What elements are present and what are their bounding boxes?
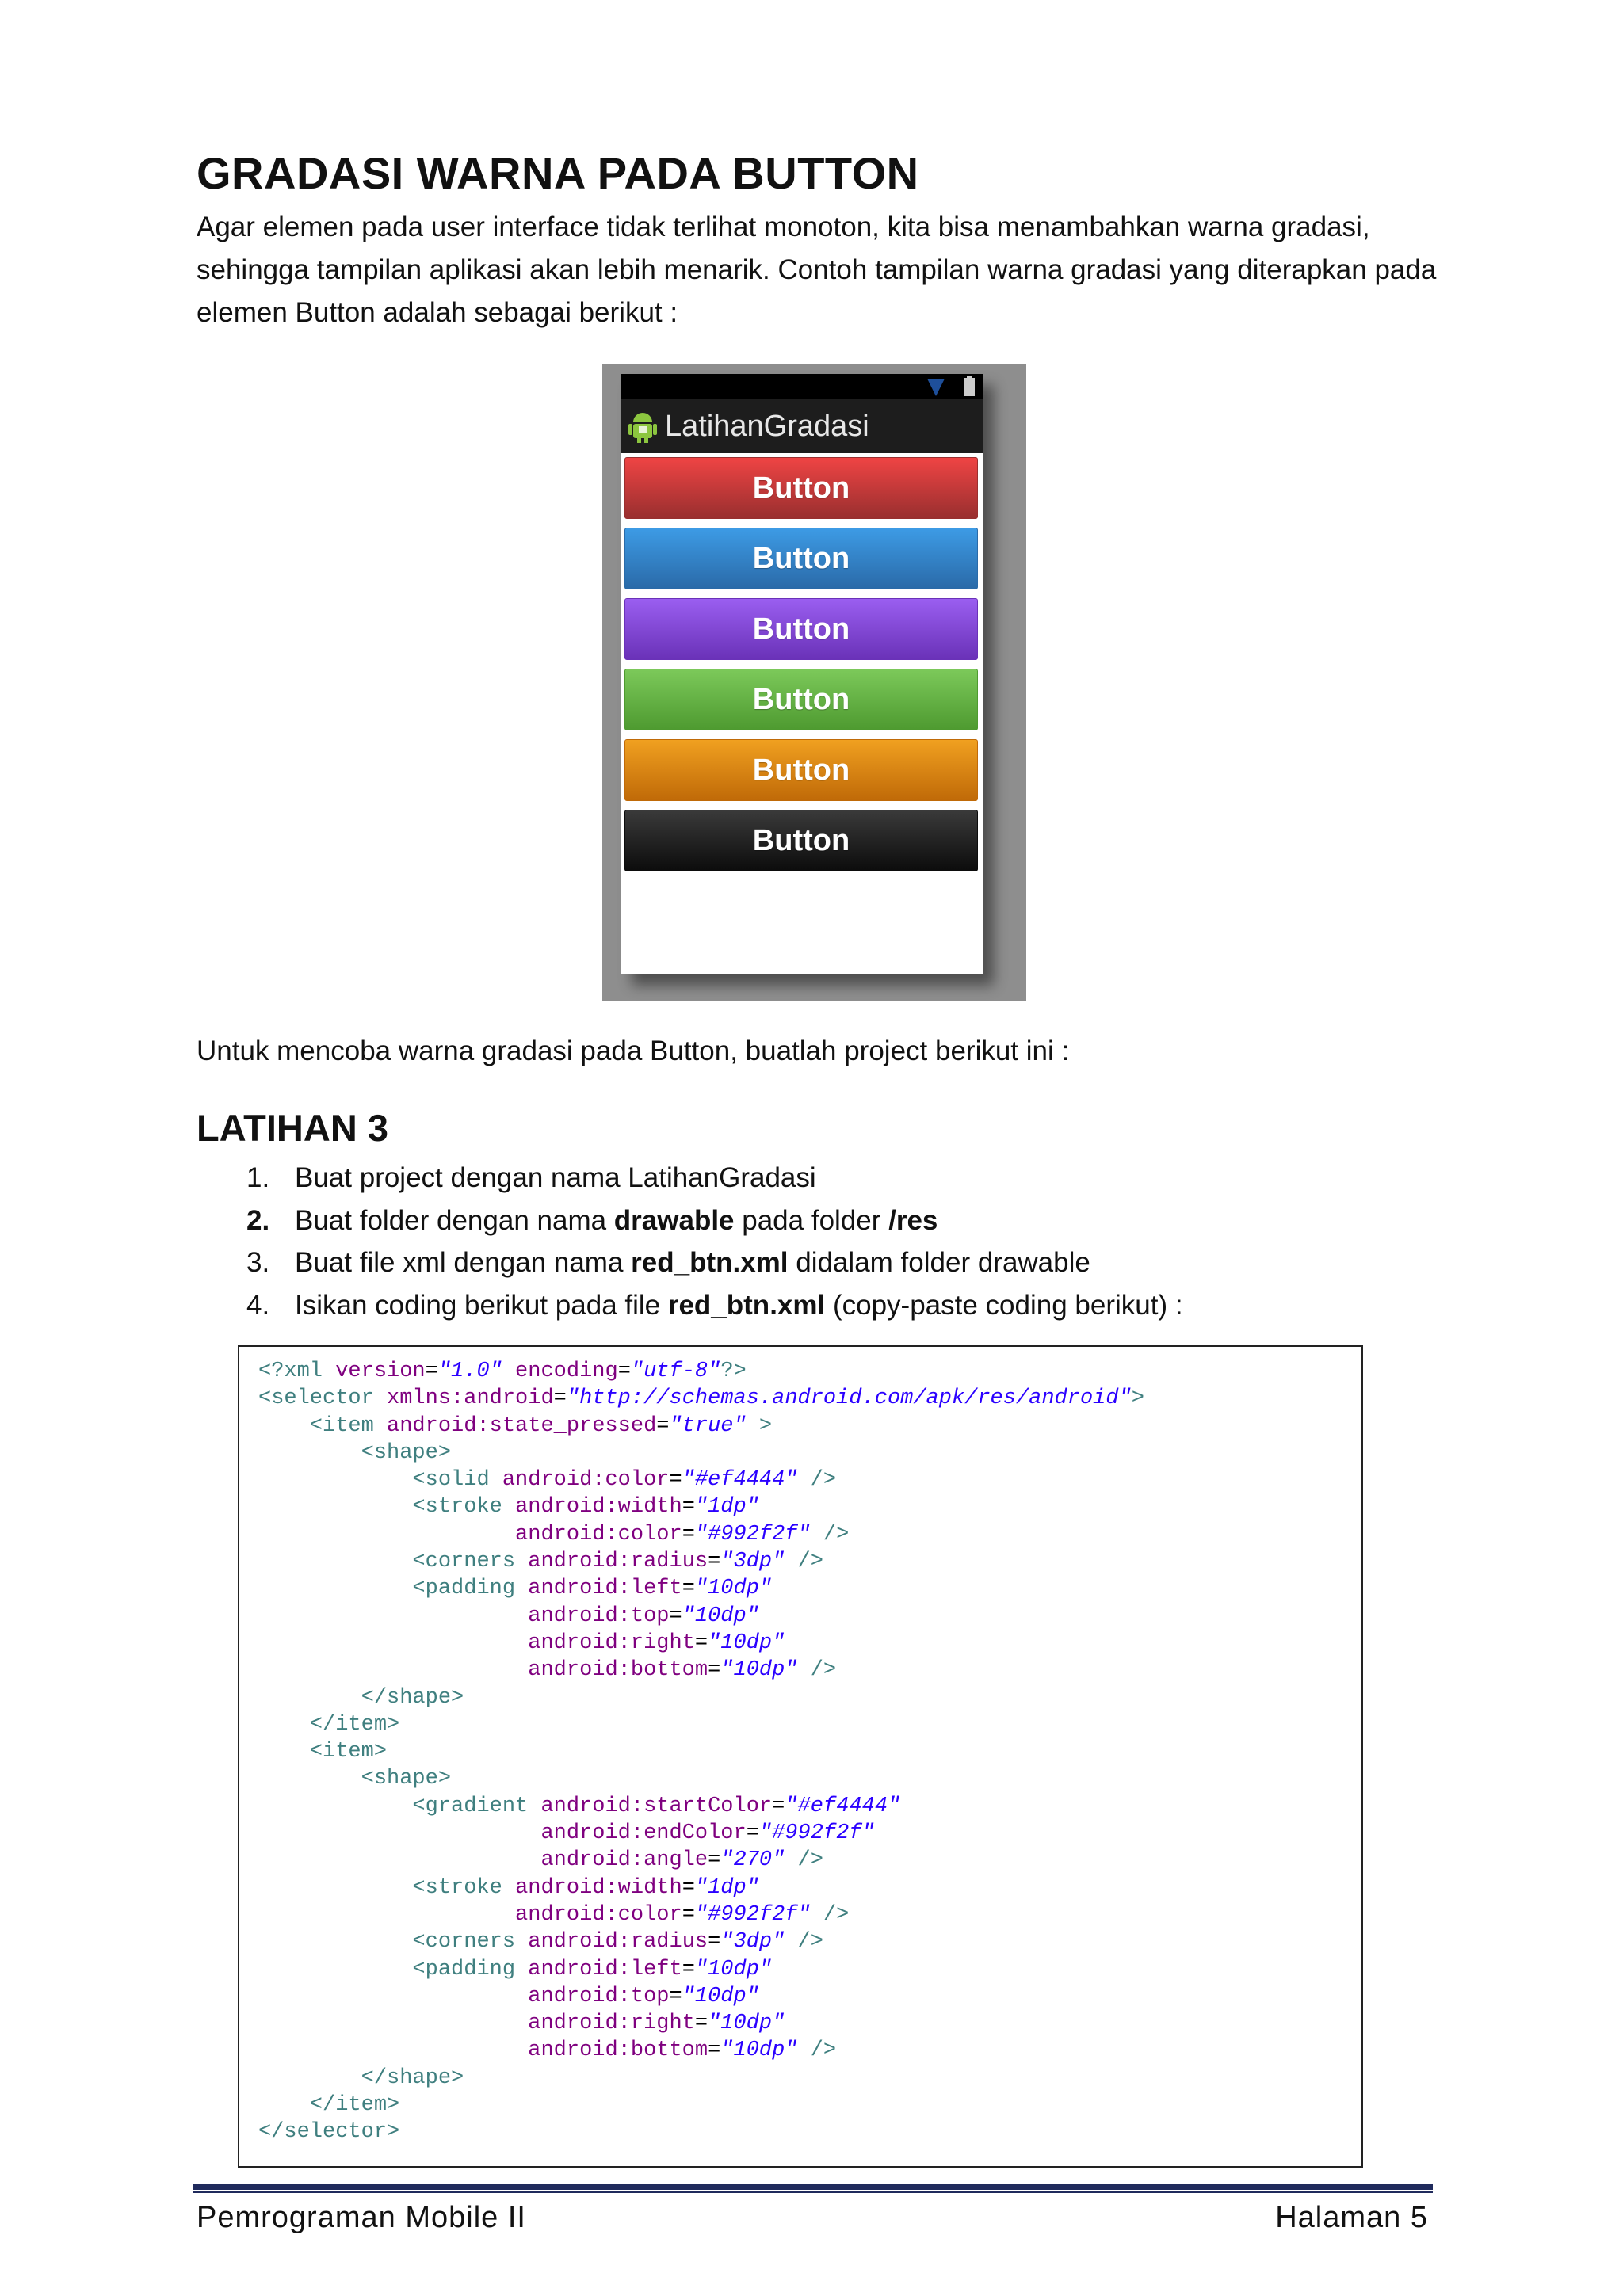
footer-course: Pemrograman Mobile II [197, 2201, 526, 2234]
code-token-attr: encoding [502, 1360, 618, 1383]
code-token-attr: android:width [515, 1875, 682, 1900]
code-token-val: "10dp" [694, 1957, 773, 1981]
code-line [258, 1358, 1144, 1385]
footer-rule [193, 2184, 1433, 2190]
list-number: 4. [246, 1289, 270, 1321]
code-line [258, 1548, 1144, 1575]
code-line [258, 1901, 1144, 1928]
code-token-val: "3dp" [720, 1550, 785, 1574]
code-line [258, 1684, 1144, 1711]
code-token-attr: android:color [258, 1522, 682, 1547]
code-token-tag: </item> [258, 2093, 400, 2118]
code-token-attr: android:state_pressed [387, 1413, 657, 1438]
intro-paragraph: Agar elemen pada user interface tidak terlihat monoton, kita bisa menambahkan warna gradasi, sehingga tampilan aplikasi akan lebih menarik. Contoh tampilan warna gradasi yang diterapkan pada elemen Button adalah sebagai berikut : [197, 212, 1437, 328]
code-token-p: = [746, 1821, 759, 1846]
wifi-icon [927, 377, 945, 396]
code-token-attr: android:left [528, 1957, 682, 1981]
code-token-p: = [553, 1386, 567, 1411]
code-token-p: = [682, 1875, 695, 1900]
code-block [238, 1345, 1363, 2168]
code-token-attr: android:right [258, 1630, 695, 1655]
code-token-tag: ?> [720, 1360, 747, 1383]
code-line [258, 1820, 1144, 1847]
gradient-button-2[interactable]: Button [624, 528, 978, 589]
code-token-val: "1.0" [437, 1360, 502, 1383]
status-bar [621, 374, 983, 399]
code-token-val: "10dp" [682, 1984, 759, 2008]
code-token-tag: /> [797, 1468, 837, 1493]
code-token-val: "10dp" [708, 1630, 785, 1655]
list-number: 3. [246, 1247, 270, 1278]
code-line [258, 1956, 1144, 1983]
code-token-p: = [694, 2012, 708, 2036]
code-token-tag: /> [785, 1848, 823, 1873]
code-token-tag: <corners [258, 1550, 529, 1574]
code-token-attr: android:bottom [258, 1658, 708, 1683]
list-number: 1. [246, 1162, 270, 1193]
list-text: Buat folder dengan nama [295, 1204, 614, 1236]
code-token-tag: </selector> [258, 2120, 400, 2145]
code-token-attr: android:angle [258, 1848, 708, 1873]
list-item [246, 1247, 1090, 1279]
phone-screen [621, 374, 983, 974]
code-line [258, 1657, 1144, 1684]
code-line [258, 1440, 1144, 1466]
code-line [258, 1983, 1144, 2010]
code-token-tag: </item> [258, 1712, 400, 1737]
code-token-tag: <item> [258, 1740, 388, 1764]
footer-rule-thin [193, 2191, 1433, 2193]
bold-text: red_btn.xml [631, 1247, 789, 1278]
list-item [246, 1205, 938, 1237]
code-line [258, 1493, 1144, 1520]
code-token-tag: /> [785, 1550, 823, 1574]
code-token-attr: android:endColor [258, 1821, 747, 1846]
code-token-p: = [772, 1794, 785, 1818]
code-token-tag: <corners [258, 1930, 529, 1955]
code-token-tag: <item [258, 1413, 388, 1438]
gradient-button-3[interactable]: Button [624, 598, 978, 660]
code-line [258, 2037, 1144, 2064]
code-line [258, 1521, 1144, 1548]
page-title: GRADASI WARNA PADA BUTTON [197, 148, 919, 198]
code-line [258, 1575, 1144, 1602]
code-token-tag: <stroke [258, 1875, 516, 1900]
list-text: didalam folder drawable [788, 1247, 1090, 1278]
code-token-tag: </shape> [258, 1685, 464, 1710]
code-line [258, 1738, 1144, 1765]
list-item [246, 1290, 1183, 1322]
code-token-tag: <gradient [258, 1794, 541, 1818]
code-token-tag: <?xml [258, 1360, 336, 1383]
gradient-button-6[interactable]: Button [624, 810, 978, 871]
battery-icon [964, 376, 975, 396]
android-app-icon [628, 410, 657, 443]
bold-text: drawable [613, 1204, 735, 1236]
gradient-button-5[interactable]: Button [624, 739, 978, 801]
code-line [258, 2010, 1144, 2037]
code-token-tag: > [746, 1413, 773, 1438]
code-token-attr: android:top [258, 1984, 670, 2008]
gradient-button-1[interactable]: Button [624, 457, 978, 519]
code-token-val: "#ef4444" [785, 1794, 901, 1818]
list-text: Buat file xml dengan nama [295, 1247, 632, 1278]
code-token-p: = [656, 1413, 670, 1438]
code-token-val: "10dp" [720, 2039, 798, 2063]
list-text: Isikan coding berikut pada file [295, 1289, 668, 1321]
code-token-tag: <padding [258, 1957, 529, 1981]
code-line [258, 1385, 1144, 1412]
code-token-tag: /> [810, 1902, 850, 1927]
code-token-val: "#992f2f" [694, 1902, 811, 1927]
bold-text: /res [888, 1204, 938, 1236]
code-token-tag: <shape> [258, 1440, 452, 1465]
bold-text: red_btn.xml [667, 1289, 826, 1321]
code-token-val: "#992f2f" [758, 1821, 875, 1846]
section-heading: LATIHAN 3 [197, 1107, 388, 1149]
list-text: (copy-paste coding berikut) : [825, 1289, 1183, 1321]
code-token-val: "utf-8" [630, 1360, 721, 1383]
code-token-p: = [682, 1495, 695, 1520]
code-token-p: = [708, 2039, 721, 2063]
code-line [258, 2092, 1144, 2119]
code-token-p: = [425, 1360, 438, 1383]
list-number: 2. [246, 1204, 270, 1236]
code-token-val: "1dp" [694, 1495, 759, 1520]
code-token-attr: android:color [502, 1468, 670, 1493]
code-token-val: "10dp" [720, 1658, 798, 1683]
code-token-val: "1dp" [694, 1875, 759, 1900]
code-token-tag: /> [785, 1930, 823, 1955]
footer-page-number: Halaman 5 [1275, 2201, 1428, 2234]
code-token-attr: android:top [258, 1604, 670, 1628]
code-token-val: "10dp" [682, 1604, 759, 1628]
instruction-paragraph: Untuk mencoba warna gradasi pada Button, buatlah project berikut ini : [197, 1035, 1070, 1066]
code-line [258, 1875, 1144, 1901]
code-line [258, 1928, 1144, 1955]
code-token-val: "10dp" [694, 1577, 773, 1601]
code-token-tag: <solid [258, 1468, 502, 1493]
action-bar [621, 399, 983, 453]
code-line [258, 1793, 1144, 1820]
code-token-attr: version [335, 1360, 426, 1383]
code-token-attr: android:startColor [540, 1794, 773, 1818]
code-token-val: "10dp" [708, 2012, 785, 2036]
code-token-p: = [669, 1984, 682, 2008]
app-title: LatihanGradasi [665, 409, 869, 443]
code-token-attr: android:radius [528, 1930, 708, 1955]
code-token-attr: android:right [258, 2012, 695, 2036]
code-token-tag: > [1131, 1386, 1144, 1411]
code-line [258, 1711, 1144, 1738]
code-token-p: = [708, 1930, 721, 1955]
code-token-attr: android:left [528, 1577, 682, 1601]
code-token-tag: <padding [258, 1577, 529, 1601]
code-line [258, 1603, 1144, 1630]
code-token-val: "http://schemas.android.com/apk/res/android" [566, 1386, 1132, 1411]
code-token-p: = [682, 1522, 695, 1547]
list-item [246, 1162, 816, 1194]
code-token-val: "270" [720, 1848, 785, 1873]
code-token-val: "3dp" [720, 1930, 785, 1955]
code-token-val: "#992f2f" [694, 1522, 811, 1547]
code-token-attr: android:width [515, 1495, 682, 1520]
code-line [258, 1765, 1144, 1792]
code-token-val: "#ef4444" [682, 1468, 798, 1493]
code-token-p: = [617, 1360, 631, 1383]
code-token-p: = [669, 1604, 682, 1628]
list-text: pada folder [734, 1204, 889, 1236]
code-token-tag: <selector [258, 1386, 388, 1411]
code-token-tag: /> [797, 1658, 837, 1683]
code-token-p: = [708, 1848, 721, 1873]
code-token-tag: <shape> [258, 1767, 452, 1791]
code-token-p: = [708, 1550, 721, 1574]
code-token-p: = [682, 1577, 695, 1601]
code-token-tag: /> [810, 1522, 850, 1547]
code-token-p: = [694, 1630, 708, 1655]
code-line [258, 1413, 1144, 1440]
code-line [258, 1630, 1144, 1657]
code-token-tag: <stroke [258, 1495, 516, 1520]
code-token-p: = [708, 1658, 721, 1683]
code-token-attr: xmlns:android [387, 1386, 554, 1411]
code-token-p: = [682, 1902, 695, 1927]
code-token-attr: android:color [258, 1902, 682, 1927]
code-token-val: "true" [669, 1413, 747, 1438]
code-line [258, 2065, 1144, 2092]
gradient-button-4[interactable]: Button [624, 669, 978, 730]
code-line [258, 2119, 1144, 2145]
code-token-p: = [669, 1468, 682, 1493]
code-token-tag: /> [797, 2039, 837, 2063]
code-token-attr: android:bottom [258, 2039, 708, 2063]
list-text: Buat project dengan nama LatihanGradasi [295, 1162, 816, 1193]
code-token-attr: android:radius [528, 1550, 708, 1574]
code-line [258, 1466, 1144, 1493]
code-line [258, 1847, 1144, 1874]
code-token-p: = [682, 1957, 695, 1981]
code-token-tag: </shape> [258, 2065, 464, 2090]
